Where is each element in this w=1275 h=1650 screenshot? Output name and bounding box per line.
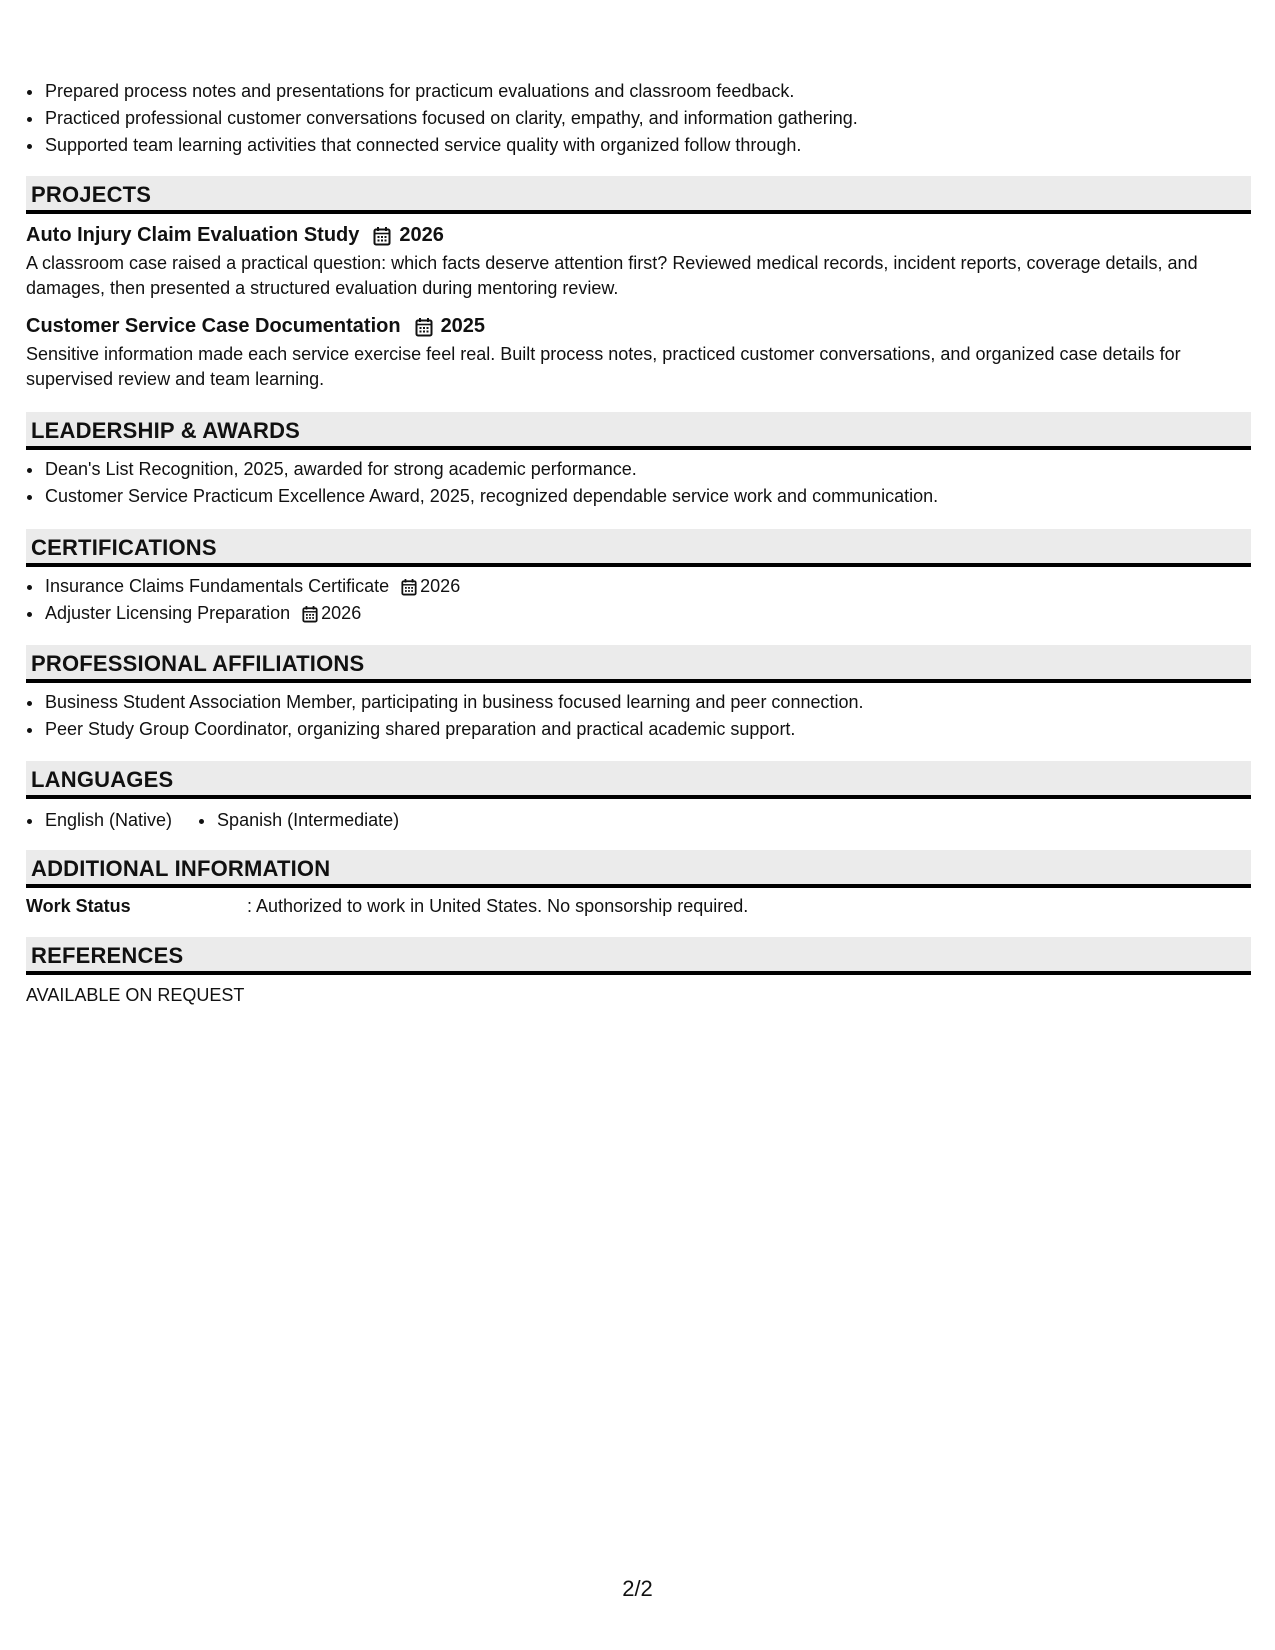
section-title: LEADERSHIP & AWARDS [31, 418, 301, 443]
work-status-label: Work Status [26, 896, 131, 916]
section-title: PROJECTS [31, 182, 152, 207]
project-title-row [26, 315, 485, 338]
certification-item [44, 600, 1269, 627]
certifications-section-header [26, 529, 1251, 567]
project-description: A classroom case raised a practical question: which facts deserve attention first? Reviewed medical records, incident reports, coverage details, and damages, then presented a structured evaluation during mentoring review. [26, 253, 1198, 298]
certification-item [44, 573, 1269, 600]
certification-year: 2026 [420, 576, 461, 596]
project-year: 2026 [399, 224, 444, 246]
section-title: CERTIFICATIONS [31, 535, 217, 560]
page-number: 2/2 [622, 1576, 653, 1601]
calendar-icon [373, 226, 391, 246]
references-text: AVAILABLE ON REQUEST [26, 985, 245, 1005]
experience-bullet: • Supported team learning activities that connected service quality with organized follow through. [44, 132, 1269, 159]
experience-bullet-list [26, 78, 1269, 159]
project-title: Auto Injury Claim Evaluation Study [26, 224, 360, 246]
work-status-value: : Authorized to work in United States. No sponsorship required. [247, 896, 749, 916]
affiliations-section-header [26, 645, 1251, 683]
experience-bullet: • Practiced professional customer conversations focused on clarity, empathy, and information gathering. [44, 105, 1269, 132]
certification-name: • Adjuster Licensing Preparation [45, 603, 291, 623]
award-item: • Dean's List Recognition, 2025, awarded for strong academic performance. [44, 456, 1269, 483]
certification-name: • Insurance Claims Fundamentals Certificate [45, 576, 390, 596]
award-item: • Customer Service Practicum Excellence Award, 2025, recognized dependable service work and communication. [44, 483, 1269, 510]
project-year: 2025 [440, 315, 486, 337]
references-section-header [26, 937, 1251, 975]
languages-section-header [26, 761, 1251, 799]
project-title: Customer Service Case Documentation [26, 315, 401, 337]
affiliation-item: • Peer Study Group Coordinator, organizing shared preparation and practical academic support. [44, 716, 1269, 743]
leadership-section-header [26, 412, 1251, 450]
section-title: PROFESSIONAL AFFILIATIONS [31, 651, 365, 676]
calendar-icon [401, 578, 417, 596]
project-description: Sensitive information made each service exercise feel real. Built process notes, practiced customer conversations, and organized case details for supervised review and team learning. [26, 344, 1181, 389]
calendar-icon [302, 605, 318, 623]
section-title: LANGUAGES [31, 767, 174, 792]
language-item: • English (Native) [44, 807, 172, 834]
project-title-row [26, 224, 444, 247]
projects-section-header [26, 176, 1251, 214]
certifications-list [26, 573, 1269, 627]
language-item: • Spanish (Intermediate) [216, 807, 399, 834]
experience-bullet: • Prepared process notes and presentations for practicum evaluations and classroom feedback. [44, 78, 1269, 105]
calendar-icon [415, 317, 433, 337]
affiliation-item: • Business Student Association Member, participating in business focused learning and peer connection. [44, 689, 1269, 716]
affiliations-list [26, 689, 1269, 743]
certification-year: 2026 [321, 603, 362, 623]
section-title: REFERENCES [31, 943, 184, 968]
languages-list [26, 807, 443, 834]
awards-list [26, 456, 1269, 510]
section-title: ADDITIONAL INFORMATION [31, 856, 331, 881]
additional-info-section-header [26, 850, 1251, 888]
